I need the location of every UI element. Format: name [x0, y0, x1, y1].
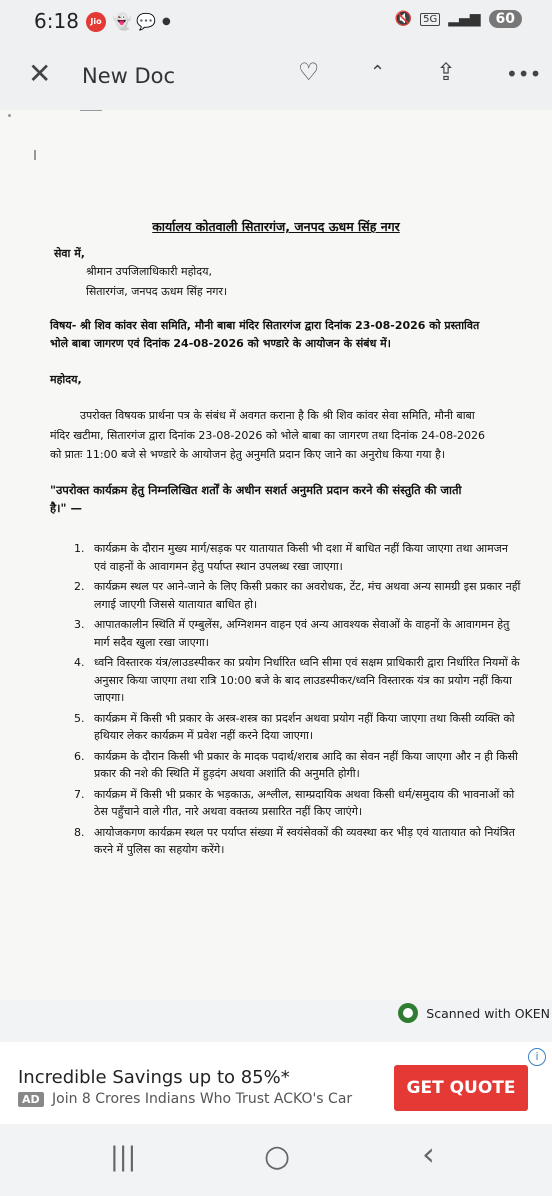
to-line: सेवा में, — [54, 247, 85, 260]
snapchat-icon: 👻 — [112, 12, 132, 31]
chevrons-up-down-icon[interactable]: ⌃ — [370, 62, 386, 83]
body-line: को प्रातः 11:00 बजे से भण्डारे के आयोजन हेतु अनुमति प्रदान किए जाने का अनुरोध किया गया है। — [50, 448, 446, 461]
signal-icon: ▂▄▆ — [448, 11, 481, 27]
status-time: 6:18 — [34, 9, 79, 33]
list-item: 8. आयोजकगण कार्यक्रम स्थल पर पर्याप्त संख्या में स्वयंसेवकों की व्यवस्था कर भीड़ एवं यातायात को नियंत्रित करने में पुलिस का सहयोग करेंगे। — [74, 825, 515, 856]
list-item: 2. कार्यक्रम स्थल पर आने-जाने के लिए किसी प्रकार का अवरोधक, टेंट, मंच अथवा अन्य सामग्री इस प्रकार नहीं लगाई जाएगी जिससे यातायात बाधित हो। — [74, 580, 521, 611]
to-line: श्रीमान उपजिलाधिकारी महोदय, — [86, 265, 212, 278]
scan-mark — [80, 110, 102, 111]
info-icon[interactable]: i — [528, 1048, 546, 1066]
conditions-intro: "उपरोक्त कार्यक्रम हेतु निम्नलिखित शर्तों के अधीन सशर्त अनुमति प्रदान करने की संस्तुति की जाती — [50, 483, 462, 497]
app-bar — [0, 44, 552, 110]
status-bar — [0, 0, 552, 44]
close-icon[interactable]: ✕ — [28, 57, 52, 90]
ad-subtext[interactable]: Join 8 Crores Indians Who Trust ACKO's Car — [52, 1091, 353, 1107]
document-heading: कार्यालय कोतवाली सितारगंज, जनपद ऊधम सिंह नगर — [152, 219, 400, 234]
share-icon[interactable]: ⇪ — [436, 58, 457, 86]
to-line: सितारगंज, जनपद ऊधम सिंह नगर। — [86, 285, 228, 298]
body-line: उपरोक्त विषयक प्रार्थना पत्र के संबंध में अवगत कराना है कि श्री शिव कांवर सेवा समिति, मौनी बाबा — [80, 409, 475, 422]
nav-bar — [0, 1124, 552, 1196]
list-item: 6. कार्यक्रम के दौरान किसी भी प्रकार के मादक पदार्थ/शराब आदि का सेवन नहीं किया जाएगा और न ही किसी प्रकार की नशे की स्थिति में हुड़दंग अथवा अशांति की अनुमति होगी। — [74, 749, 518, 780]
scan-mark — [8, 114, 11, 117]
network-badge: 5G — [420, 13, 440, 26]
conditions-intro: है।" — — [50, 501, 82, 515]
battery-badge: 60 — [489, 10, 522, 28]
body-line: मंदिर खटीमा, सितारगंज द्वारा दिनांक 23-08-2026 को भोले बाबा का जागरण तथा दिनांक 24-08-2026 — [50, 429, 486, 442]
ad-headline[interactable]: Incredible Savings up to 85%* — [18, 1067, 290, 1088]
list-item: 1. कार्यक्रम के दौरान मुख्य मार्ग/सड़क पर यातायात किसी भी दशा में बाधित नहीं किया जाएगा तथा आमजन एवं वाहनों के आवागमन हेतु पर्याप्त स्थान उपलब्ध रखा जाएगा। — [74, 542, 508, 573]
more-horizontal-icon[interactable]: ••• — [506, 62, 542, 86]
back-icon[interactable]: ‹ — [422, 1135, 435, 1173]
subject-label: विषय- — [50, 319, 77, 332]
list-item: 3. आपातकालीन स्थिति में एम्बुलेंस, अग्निशमन वाहन एवं अन्य आवश्यक सेवाओं के वाहनों के आवागमन हेतु मार्ग सदैव खुला रखा जाएगा। — [74, 618, 510, 649]
home-icon[interactable]: ○ — [264, 1139, 291, 1174]
oken-logo-icon — [398, 1003, 418, 1023]
dot-icon: ● — [162, 16, 171, 27]
jio-icon: Jio — [86, 12, 106, 32]
salutation: महोदय, — [50, 373, 82, 386]
scanned-label: Scanned with OKEN — [426, 1005, 550, 1021]
get-quote-button[interactable]: GET QUOTE — [394, 1065, 528, 1111]
list-item: 4. ध्वनि विस्तारक यंत्र/लाउडस्पीकर का प्रयोग निर्धारित ध्वनि सीमा एवं सक्षम प्राधिकारी द्वारा निर्धारित नियमों के अनुसार किया जाएगा तथा रात्रि 10:00 बजे के बाद लाउडस्पीकर/ध्वनि विस्तारक यंत्र का प्रयोग नहीं किया जाएगा। — [74, 656, 520, 704]
heart-icon[interactable]: ♡ — [298, 58, 320, 86]
message-icon: 💬 — [136, 12, 156, 31]
subject-text: श्री शिव कांवर सेवा समिति, मौनी बाबा मंदिर सितारगंज द्वारा दिनांक 23-08-2026 को प्रस्तावित — [76, 319, 480, 332]
subject-line: भोले बाबा जागरण एवं दिनांक 24-08-2026 को भण्डारे के आयोजन के संबंध में। — [50, 337, 391, 350]
list-item: 5. कार्यक्रम में किसी भी प्रकार के अस्त्र-शस्त्र का प्रदर्शन अथवा प्रयोग नहीं किया जाएगा तथा किसी व्यक्ति को हथियार लेकर कार्यक्रम में प्रवेश नहीं करने दिया जाएगा। — [74, 711, 515, 742]
document-page — [0, 110, 552, 1000]
mute-icon: 🔇 — [394, 11, 413, 27]
scanned-watermark — [398, 1003, 550, 1023]
recents-icon[interactable]: ||| — [110, 1142, 137, 1172]
ad-badge: AD — [18, 1092, 44, 1107]
subject-line — [50, 318, 479, 333]
doc-title: New Doc — [82, 64, 176, 88]
status-right — [395, 10, 522, 28]
scan-mark — [34, 150, 36, 160]
conditions-list — [74, 540, 522, 862]
ad-banner[interactable] — [0, 1042, 552, 1124]
list-item: 7. कार्यक्रम में किसी भी प्रकार के भड़काऊ, अश्लील, साम्प्रदायिक अथवा किसी धर्म/समुदाय की भावनाओं को ठेस पहुँचाने वाले गीत, नारे अथवा वक्तव्य प्रसारित नहीं किए जाएंगे। — [74, 787, 515, 818]
